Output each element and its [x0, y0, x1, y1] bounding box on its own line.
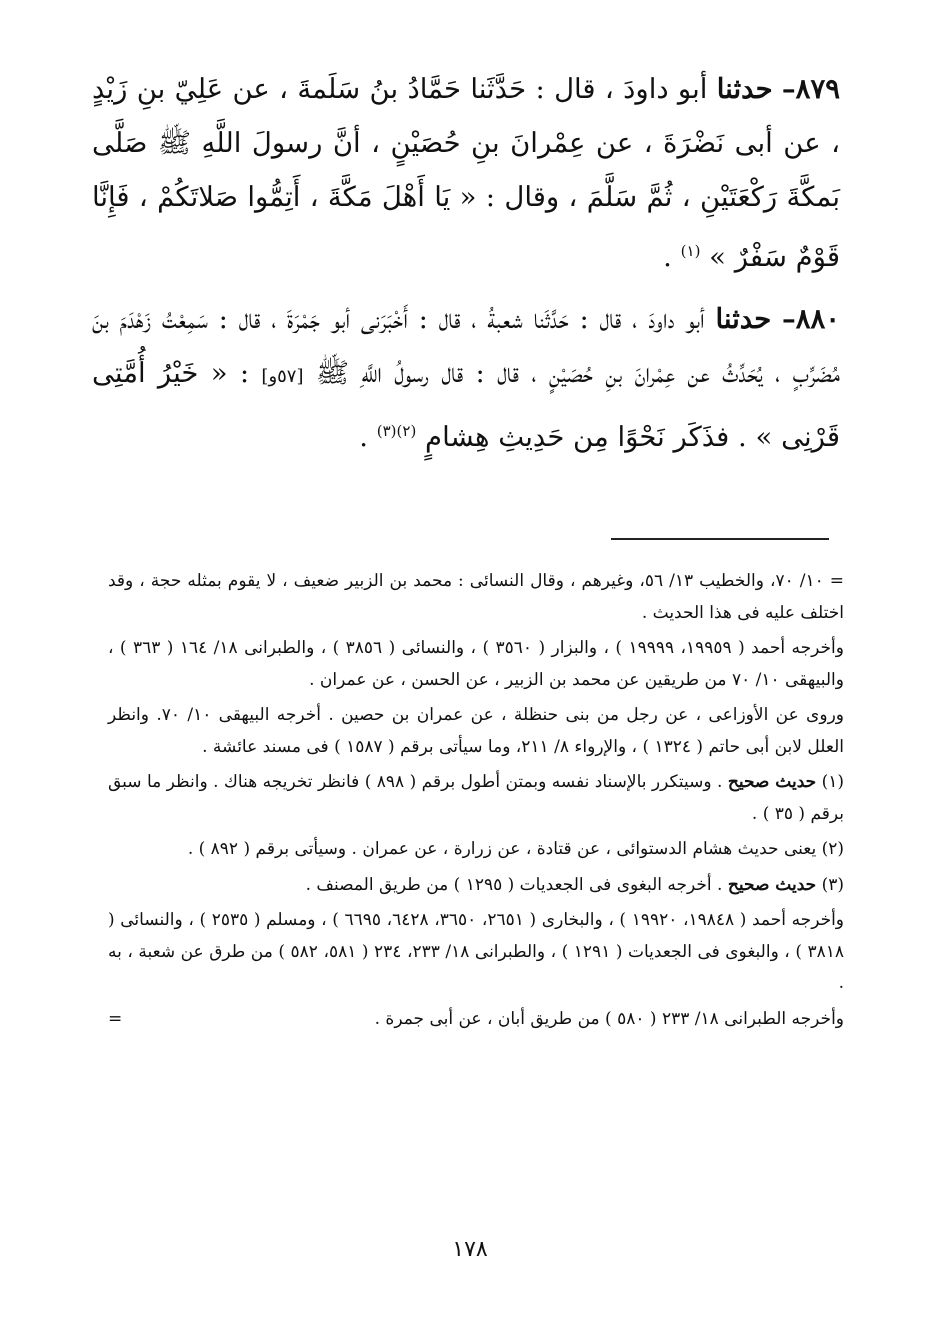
footnote-1 [108, 767, 844, 830]
hadith-end: . [359, 421, 368, 454]
hadith-number: ٨٧٩– [781, 73, 840, 105]
footnote-paragraph: وأخرجه أحمد ( ١٩٩٥٩، ١٩٩٩٩ ) ، والبزار ( ٣٥٦٠ ) ، والنسائى ( ٣٨٥٦ ) ، والطبرانى ١٨/ ١٦٤ ( ٣٦٣ ) ، والبيهقى ١٠/ ٧٠ من طريقين عن محمد بن الزبير ، عن الحسن ، عن عمران . [108, 638, 844, 690]
hadith-text: أبو داودَ ، قال : حَدَّثَنا حَمَّادُ بنُ سَلَمةَ ، عن عَلِيّ بنِ زَيْدٍ ، عن أبى نَضْرَةَ ، عن عِمْرانَ بنِ حُصَيْنٍ ، أنَّ رسولَ اللَّهِ ﷺ صَلَّى بَمكَّةَ رَكْعَتَيْنِ ، ثُمَّ سَلَّمَ ، وقال : « يَا أَهْلَ مَكَّةَ ، أَتِمُّوا صَلاتَكُمْ ، فَإِنَّا قَوْمٌ سَفْرٌ » [92, 73, 840, 274]
footnote-paragraph [108, 1004, 844, 1036]
grading: حديث صحيح [727, 874, 817, 895]
grading: حديث صحيح [727, 772, 817, 792]
hadith-text: أبو داودَ ، قال : حَدَّثَنا شعبةُ ، قال : أَخْبَرَنى أبو جَمْرَةَ ، قال : سَمِعْتُ زَهْدَمَ بنَ مُضَرِّبٍ ، يُحَدِّثُ عن عِمْرانَ بنِ حُصَيْنٍ ، قال : قال رسولُ اللَّهِ ﷺ [92, 303, 840, 389]
footnote-text: وأخرجه الطبرانى ١٨/ ٢٣٣ ( ٥٨٠ ) من طريق أبان ، عن أبى جمرة . [374, 1008, 844, 1029]
footnote-label: (١) [821, 772, 844, 792]
footnote-3 [108, 870, 844, 902]
hadith-number: ٨٨٠– [781, 303, 841, 335]
footnote-continuation: = ١٠/ ٧٠، والخطيب ١٣/ ٥٦، وغيرهم ، وقال النسائى : محمد بن الزبير ضعيف ، لا يقوم بمثله حجة ، وقد اختلف عليه فى هذا الحديث . [108, 571, 844, 623]
hadith-text-continued: : « خَيْرُ أُمَّتِى قَرْنِى » . فذَكَر نَحْوًا مِن حَدِيثِ هِشامٍ [92, 357, 840, 454]
footnote-separator [611, 538, 829, 540]
footnote-text: . أخرجه البغوى فى الجعديات ( ١٢٩٥ ) من طريق المصنف . [305, 874, 723, 895]
hadith-879 [92, 62, 840, 284]
footnote-text: . وسيتكرر بالإسناد نفسه وبمتن أطول برقم ( ٨٩٨ ) فانظر تخريجه هناك . وانظر ما سبق برقم ( ٣٥ ) . [108, 772, 844, 824]
footnote-2: (٢) يعنى حديث هشام الدستوائى ، عن قتادة ، عن زرارة ، عن عمران . وسيأتى برقم ( ٨٩٢ ) . [187, 839, 844, 859]
hadith-880 [92, 292, 840, 464]
hadith-intro: حدثنا [716, 73, 773, 105]
hadith-end: . [663, 241, 672, 274]
footnotes [108, 566, 844, 1039]
page-number: ١٧٨ [452, 1237, 488, 1262]
footnote-ref: (٢)(٣) [376, 422, 417, 440]
hadith-intro: حدثنا [715, 303, 772, 335]
manuscript-marker: [٥٧و] [261, 366, 304, 387]
footnote-ref: (١) [680, 242, 701, 260]
footnote-paragraph: وروى عن الأوزاعى ، عن رجل من بنى حنظلة ، عن عمران بن حصين . أخرجه البيهقى ١٠/ ٧٠. وانظر العلل لابن أبى حاتم ( ١٣٢٤ ) ، والإرواء ٨/ ٢١١، وما سيأتى برقم ( ١٥٨٧ ) فى مسند عائشة . [108, 705, 844, 757]
continuation-mark: = [108, 1008, 123, 1029]
footnote-label: (٣) [821, 874, 844, 895]
footnote-paragraph: وأخرجه أحمد ( ١٩٨٤٨، ١٩٩٢٠ ) ، والبخارى ( ٢٦٥١، ٣٦٥٠، ٦٤٢٨، ٦٦٩٥ ) ، ومسلم ( ٢٥٣٥ ) ، والنسائى ( ٣٨١٨ ) ، والبغوى فى الجعديات ( ١٢٩١ ) ، والطبرانى ١٨/ ٢٣٣، ٢٣٤ ( ٥٨١، ٥٨٢ ) من طرق عن شعبة ، به . [108, 910, 845, 993]
